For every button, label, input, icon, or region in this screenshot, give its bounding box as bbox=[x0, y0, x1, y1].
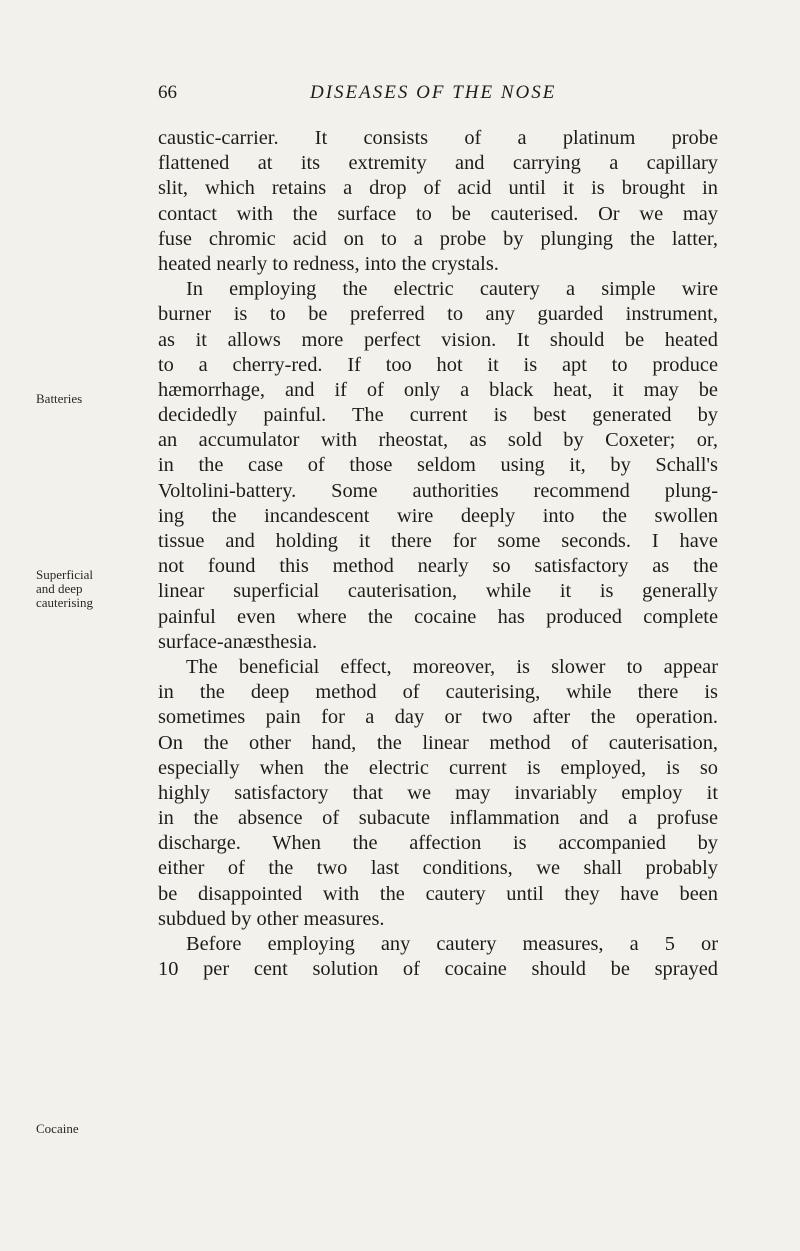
text-line: On the other hand, the linear method of cauterisation, bbox=[158, 731, 718, 754]
text-line: In employing the electric cautery a simple wire bbox=[186, 278, 718, 301]
page-header bbox=[158, 82, 718, 112]
text-line: linear superficial cauterisation, while it is generally bbox=[158, 580, 718, 603]
text-line: caustic-carrier. It consists of a platinum probe bbox=[158, 127, 718, 149]
text-line: tissue and holding it there for some seconds. I have bbox=[158, 530, 718, 552]
text-line: Voltolini-battery. Some authorities recommend plung- bbox=[158, 479, 718, 502]
sidenote-batteries: Batteries bbox=[36, 391, 83, 406]
text-line: be disappointed with the cautery until they have been bbox=[158, 882, 718, 905]
sidenote-superficial-3: cauterising bbox=[36, 595, 94, 610]
text-line: to a cherry-red. If too hot it is apt to produce bbox=[158, 353, 718, 376]
text-line: subdued by other measures. bbox=[158, 907, 385, 930]
text-line: decidedly painful. The current is best generated by bbox=[158, 404, 718, 427]
text-line: Before employing any cautery measures, a 5 or bbox=[186, 933, 718, 955]
body-text bbox=[158, 126, 718, 982]
text-line: painful even where the cocaine has produced complete bbox=[158, 605, 718, 628]
text-line: ing the incandescent wire deeply into the swollen bbox=[158, 504, 718, 527]
text-line: burner is to be preferred to any guarded instrument, bbox=[158, 303, 718, 326]
text-line: slit, which retains a drop of acid until it is brought in bbox=[158, 177, 718, 200]
sidenote-cocaine: Cocaine bbox=[36, 1121, 79, 1136]
text-line: an accumulator with rheostat, as sold by Coxeter; or, bbox=[158, 429, 718, 452]
text-line: in the deep method of cauterising, while there is bbox=[158, 681, 718, 704]
running-title: DISEASES OF THE NOSE bbox=[310, 82, 557, 103]
text-line: discharge. When the affection is accompanied by bbox=[158, 832, 718, 855]
text-line: not found this method nearly so satisfactory as the bbox=[158, 555, 718, 578]
text-line: in the case of those seldom using it, by Schall's bbox=[158, 454, 718, 477]
text-line: highly satisfactory that we may invariably employ it bbox=[158, 781, 718, 804]
text-line: surface-anæsthesia. bbox=[158, 630, 318, 653]
sidenote-superficial-2: and deep bbox=[36, 581, 83, 596]
text-line: as it allows more perfect vision. It should be heated bbox=[158, 328, 718, 351]
text-line: especially when the electric current is employed, is so bbox=[158, 756, 718, 779]
text-line: 10 per cent solution of cocaine should be sprayed bbox=[158, 958, 718, 981]
text-line: sometimes pain for a day or two after the operation. bbox=[158, 706, 718, 729]
text-line: fuse chromic acid on to a probe by plunging the latter, bbox=[158, 227, 718, 250]
text-line: hæmorrhage, and if of only a black heat, it may be bbox=[158, 378, 718, 401]
page-number: 66 bbox=[158, 82, 177, 103]
text-line: either of the two last conditions, we shall probably bbox=[158, 857, 718, 880]
text-line: The beneficial effect, moreover, is slower to appear bbox=[186, 655, 718, 678]
text-line: contact with the surface to be cauterised. Or we may bbox=[158, 202, 718, 225]
text-line: in the absence of subacute inflammation and a profuse bbox=[158, 807, 718, 830]
text-line: heated nearly to redness, into the crystals. bbox=[158, 252, 499, 275]
text-line: flattened at its extremity and carrying a capillary bbox=[158, 152, 718, 175]
sidenote-superficial-1: Superficial bbox=[36, 567, 94, 582]
